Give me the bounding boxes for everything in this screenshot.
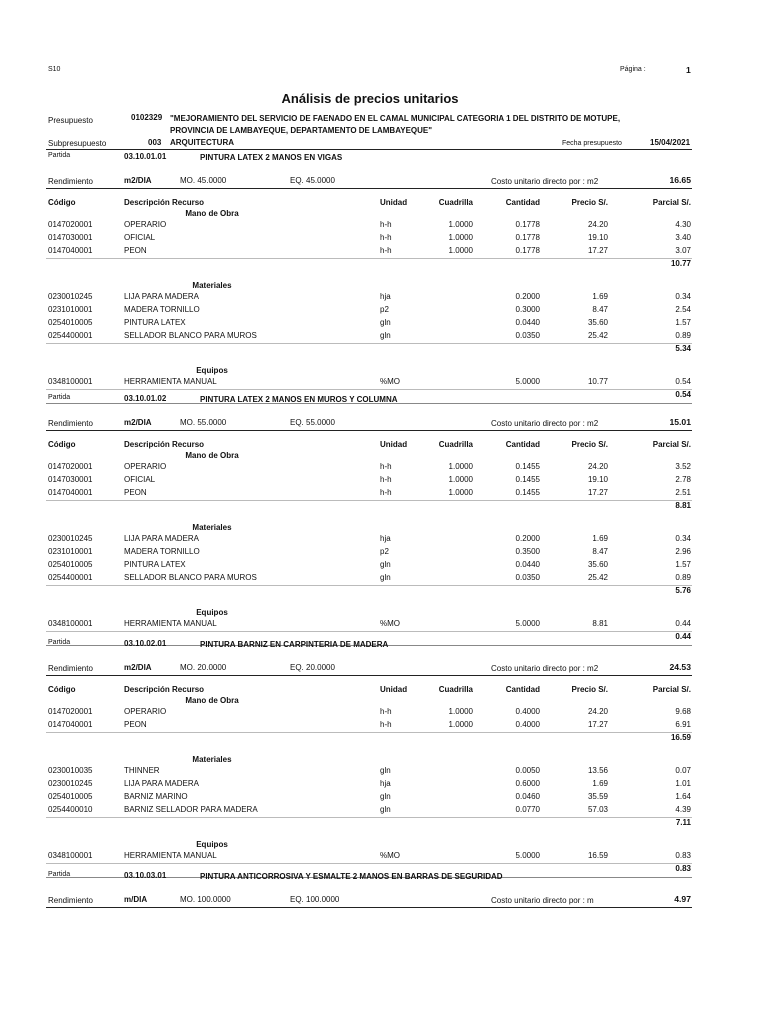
resource-precio: 16.59 <box>587 851 608 860</box>
resource-parcial: 0.83 <box>675 851 691 860</box>
resource-parcial: 2.96 <box>675 547 691 556</box>
costo-unitario-value: 16.65 <box>669 175 691 185</box>
resource-codigo: 0254400001 <box>48 573 93 582</box>
rendimiento-label: Rendimiento <box>48 177 93 186</box>
resource-group-subtotal: 10.77 <box>670 259 691 268</box>
resource-precio: 1.69 <box>592 534 608 543</box>
resource-desc: PINTURA LATEX <box>124 318 186 327</box>
resource-parcial: 2.54 <box>675 305 691 314</box>
resource-cantidad: 0.1778 <box>515 220 540 229</box>
fecha-presupuesto-value: 15/04/2021 <box>650 138 691 147</box>
subtotal-rule <box>46 585 692 586</box>
resource-cantidad: 0.0440 <box>515 560 540 569</box>
column-header-cantidad: Cantidad <box>505 685 540 694</box>
column-header-parcial: Parcial S/. <box>652 685 691 694</box>
resource-cuadrilla: 1.0000 <box>448 246 473 255</box>
column-header-cuadrilla: Cuadrilla <box>438 440 473 449</box>
partida-label: Partida <box>48 394 71 401</box>
resource-unidad: gln <box>380 560 391 569</box>
resource-parcial: 4.39 <box>675 805 691 814</box>
subpresupuesto-code: 003 <box>148 138 162 147</box>
resource-cantidad: 0.0440 <box>515 318 540 327</box>
resource-codigo: 0231010001 <box>48 305 93 314</box>
column-header-codigo: Código <box>48 685 76 694</box>
resource-cantidad: 0.6000 <box>515 779 540 788</box>
resource-unidad: %MO <box>380 377 400 386</box>
resource-precio: 13.56 <box>587 766 608 775</box>
column-header-unidad: Unidad <box>380 440 408 449</box>
subpresupuesto-name: ARQUITECTURA <box>170 138 234 147</box>
resource-codigo: 0230010245 <box>48 534 93 543</box>
resource-desc: BARNIZ SELLADOR PARA MADERA <box>124 805 258 814</box>
resource-cantidad: 0.1778 <box>515 246 540 255</box>
resource-codigo: 0254400010 <box>48 805 93 814</box>
resource-unidad: h-h <box>380 220 392 229</box>
resource-cantidad: 0.1455 <box>515 488 540 497</box>
resource-unidad: hja <box>380 534 391 543</box>
resource-parcial: 3.07 <box>675 246 691 255</box>
resource-desc: OFICIAL <box>124 475 156 484</box>
resource-group-subtotal: 5.34 <box>675 344 691 353</box>
rendimiento-label: Rendimiento <box>48 419 93 428</box>
resource-parcial: 3.52 <box>675 462 691 471</box>
resource-unidad: %MO <box>380 851 400 860</box>
column-header-precio: Precio S/. <box>571 198 608 207</box>
resource-group-label: Materiales <box>192 755 232 764</box>
column-header-cuadrilla: Cuadrilla <box>438 198 473 207</box>
presupuesto-description-line1: "MEJORAMIENTO DEL SERVICIO DE FAENADO EN EL CAMAL MUNICIPAL CATEGORIA 1 DEL DISTRITO DE MOTUPE, <box>170 114 621 123</box>
costo-unitario-label: Costo unitario directo por : m <box>491 896 594 905</box>
resource-group-subtotal: 5.76 <box>675 586 691 595</box>
resource-unidad: h-h <box>380 246 392 255</box>
rendimiento-label: Rendimiento <box>48 664 93 673</box>
partida-name: PINTURA LATEX 2 MANOS EN MUROS Y COLUMNA <box>200 395 398 404</box>
resource-codigo: 0231010001 <box>48 547 93 556</box>
resource-cantidad: 0.1455 <box>515 475 540 484</box>
presupuesto-label: Presupuesto <box>48 116 93 125</box>
resource-codigo: 0147040001 <box>48 246 93 255</box>
resource-cantidad: 5.0000 <box>515 619 540 628</box>
resource-desc: LIJA PARA MADERA <box>124 779 199 788</box>
equipo-rendimiento: EQ. 55.0000 <box>290 418 335 427</box>
partida-code: 03.10.03.01 <box>124 871 167 880</box>
column-header-unidad: Unidad <box>380 685 408 694</box>
costo-unitario-value: 4.97 <box>674 894 691 904</box>
subpresupuesto-label: Subpresupuesto <box>48 139 107 148</box>
partida-name: PINTURA LATEX 2 MANOS EN VIGAS <box>200 153 343 162</box>
resource-precio: 25.42 <box>587 573 608 582</box>
partida-name: PINTURA BARNIZ EN CARPINTERIA DE MADERA <box>200 640 389 649</box>
resource-codigo: 0147030001 <box>48 475 93 484</box>
column-header-descripcion: Descripción Recurso <box>124 685 205 694</box>
partida-label: Partida <box>48 152 71 159</box>
mano-obra-rendimiento: MO. 45.0000 <box>180 176 227 185</box>
resource-parcial: 2.78 <box>675 475 691 484</box>
resource-desc: MADERA TORNILLO <box>124 547 200 556</box>
resource-precio: 10.77 <box>587 377 608 386</box>
resource-unidad: h-h <box>380 720 392 729</box>
resource-desc: PEON <box>124 488 147 497</box>
resource-cantidad: 0.0770 <box>515 805 540 814</box>
partida-code: 03.10.01.02 <box>124 394 167 403</box>
resource-unidad: p2 <box>380 305 389 314</box>
resource-codigo: 0254400001 <box>48 331 93 340</box>
resource-cuadrilla: 1.0000 <box>448 720 473 729</box>
resource-desc: MADERA TORNILLO <box>124 305 200 314</box>
column-header-unidad: Unidad <box>380 198 408 207</box>
resource-group-subtotal: 8.81 <box>675 501 691 510</box>
resource-cuadrilla: 1.0000 <box>448 462 473 471</box>
partida-code: 03.10.02.01 <box>124 639 167 648</box>
resource-codigo: 0147030001 <box>48 233 93 242</box>
rendimiento-unit: m/DIA <box>124 895 148 904</box>
resource-cantidad: 0.0350 <box>515 331 540 340</box>
rendimiento-unit: m2/DIA <box>124 663 152 672</box>
rendimiento-divider <box>46 675 692 676</box>
resource-precio: 24.20 <box>587 707 608 716</box>
resource-unidad: h-h <box>380 488 392 497</box>
resource-precio: 1.69 <box>592 292 608 301</box>
resource-unidad: gln <box>380 766 391 775</box>
resource-cantidad: 0.4000 <box>515 720 540 729</box>
resource-unidad: %MO <box>380 619 400 628</box>
resource-precio: 35.60 <box>587 318 608 327</box>
subtotal-rule <box>46 732 692 733</box>
subtotal-rule <box>46 389 692 390</box>
resource-parcial: 2.51 <box>675 488 691 497</box>
partida-code: 03.10.01.01 <box>124 152 167 161</box>
subtotal-rule <box>46 258 692 259</box>
resource-desc: OPERARIO <box>124 220 167 229</box>
resource-group-label: Materiales <box>192 523 232 532</box>
resource-codigo: 0147020001 <box>48 462 93 471</box>
resource-unidad: gln <box>380 792 391 801</box>
costo-unitario-label: Costo unitario directo por : m2 <box>491 664 599 673</box>
resource-codigo: 0254010005 <box>48 792 93 801</box>
report-code: S10 <box>48 66 61 73</box>
column-header-precio: Precio S/. <box>571 440 608 449</box>
column-header-parcial: Parcial S/. <box>652 198 691 207</box>
resource-desc: LIJA PARA MADERA <box>124 534 199 543</box>
resource-group-subtotal: 16.59 <box>670 733 691 742</box>
mano-obra-rendimiento: MO. 55.0000 <box>180 418 227 427</box>
resource-group-label: Equipos <box>196 366 228 375</box>
partida-name: PINTURA ANTICORROSIVA Y ESMALTE 2 MANOS EN BARRAS DE SEGURIDAD <box>200 872 503 881</box>
partida-label: Partida <box>48 871 71 878</box>
resource-codigo: 0348100001 <box>48 377 93 386</box>
costo-unitario-value: 24.53 <box>669 662 691 672</box>
resource-cuadrilla: 1.0000 <box>448 475 473 484</box>
resource-desc: OPERARIO <box>124 707 167 716</box>
resource-parcial: 6.91 <box>675 720 691 729</box>
resource-cantidad: 0.2000 <box>515 534 540 543</box>
subtotal-rule <box>46 817 692 818</box>
resource-codigo: 0147040001 <box>48 720 93 729</box>
page-number: 1 <box>686 65 691 75</box>
resource-parcial: 0.07 <box>675 766 691 775</box>
resource-parcial: 0.44 <box>675 619 691 628</box>
fecha-presupuesto-label: Fecha presupuesto <box>562 140 622 147</box>
resource-desc: SELLADOR BLANCO PARA MUROS <box>124 573 257 582</box>
resource-unidad: p2 <box>380 547 389 556</box>
rendimiento-label: Rendimiento <box>48 896 93 905</box>
resource-desc: OPERARIO <box>124 462 167 471</box>
column-header-cantidad: Cantidad <box>505 198 540 207</box>
resource-desc: OFICIAL <box>124 233 156 242</box>
resource-unidad: gln <box>380 573 391 582</box>
resource-precio: 25.42 <box>587 331 608 340</box>
resource-cantidad: 0.1778 <box>515 233 540 242</box>
subtotal-rule <box>46 863 692 864</box>
resource-cuadrilla: 1.0000 <box>448 488 473 497</box>
resource-codigo: 0230010035 <box>48 766 93 775</box>
resource-cuadrilla: 1.0000 <box>448 233 473 242</box>
resource-codigo: 0348100001 <box>48 851 93 860</box>
resource-cantidad: 5.0000 <box>515 851 540 860</box>
resource-desc: THINNER <box>124 766 160 775</box>
column-header-parcial: Parcial S/. <box>652 440 691 449</box>
resource-precio: 1.69 <box>592 779 608 788</box>
costo-unitario-label: Costo unitario directo por : m2 <box>491 419 599 428</box>
rendimiento-divider <box>46 188 692 189</box>
column-header-cuadrilla: Cuadrilla <box>438 685 473 694</box>
column-header-codigo: Código <box>48 440 76 449</box>
resource-cantidad: 5.0000 <box>515 377 540 386</box>
resource-codigo: 0147020001 <box>48 707 93 716</box>
resource-parcial: 1.57 <box>675 318 691 327</box>
resource-group-subtotal: 0.44 <box>675 632 691 641</box>
resource-codigo: 0348100001 <box>48 619 93 628</box>
resource-parcial: 4.30 <box>675 220 691 229</box>
resource-unidad: h-h <box>380 233 392 242</box>
resource-unidad: h-h <box>380 462 392 471</box>
resource-cuadrilla: 1.0000 <box>448 220 473 229</box>
subtotal-rule <box>46 343 692 344</box>
costo-unitario-label: Costo unitario directo por : m2 <box>491 177 599 186</box>
rendimiento-unit: m2/DIA <box>124 176 152 185</box>
resource-cantidad: 0.0350 <box>515 573 540 582</box>
page-title: Análisis de precios unitarios <box>281 91 459 106</box>
resource-cantidad: 0.4000 <box>515 707 540 716</box>
resource-desc: SELLADOR BLANCO PARA MUROS <box>124 331 257 340</box>
equipo-rendimiento: EQ. 100.0000 <box>290 895 340 904</box>
resource-codigo: 0230010245 <box>48 292 93 301</box>
resource-group-label: Mano de Obra <box>185 209 239 218</box>
resource-parcial: 1.64 <box>675 792 691 801</box>
resource-desc: LIJA PARA MADERA <box>124 292 199 301</box>
column-header-precio: Precio S/. <box>571 685 608 694</box>
resource-parcial: 0.89 <box>675 573 691 582</box>
resource-cuadrilla: 1.0000 <box>448 707 473 716</box>
resource-parcial: 9.68 <box>675 707 691 716</box>
resource-group-label: Mano de Obra <box>185 696 239 705</box>
mano-obra-rendimiento: MO. 100.0000 <box>180 895 231 904</box>
presupuesto-code: 0102329 <box>131 113 163 122</box>
resource-precio: 17.27 <box>587 720 608 729</box>
equipo-rendimiento: EQ. 20.0000 <box>290 663 335 672</box>
resource-codigo: 0147040001 <box>48 488 93 497</box>
column-header-cantidad: Cantidad <box>505 440 540 449</box>
resource-group-subtotal: 0.83 <box>675 864 691 873</box>
column-header-descripcion: Descripción Recurso <box>124 440 205 449</box>
resource-desc: HERRAMIENTA MANUAL <box>124 377 217 386</box>
resource-group-label: Equipos <box>196 840 228 849</box>
presupuesto-description-line2: PROVINCIA DE LAMBAYEQUE, DEPARTAMENTO DE LAMBAYEQUE" <box>170 126 433 135</box>
resource-group-label: Materiales <box>192 281 232 290</box>
resource-cantidad: 0.0050 <box>515 766 540 775</box>
resource-precio: 19.10 <box>587 475 608 484</box>
resource-unidad: gln <box>380 331 391 340</box>
resource-codigo: 0254010005 <box>48 318 93 327</box>
resource-precio: 24.20 <box>587 220 608 229</box>
subtotal-rule <box>46 500 692 501</box>
resource-desc: PINTURA LATEX <box>124 560 186 569</box>
resource-codigo: 0230010245 <box>48 779 93 788</box>
resource-precio: 57.03 <box>587 805 608 814</box>
mano-obra-rendimiento: MO. 20.0000 <box>180 663 227 672</box>
resource-codigo: 0147020001 <box>48 220 93 229</box>
costo-unitario-value: 15.01 <box>669 417 691 427</box>
resource-unidad: h-h <box>380 707 392 716</box>
rendimiento-divider <box>46 430 692 431</box>
equipo-rendimiento: EQ. 45.0000 <box>290 176 335 185</box>
resource-desc: BARNIZ MARINO <box>124 792 188 801</box>
resource-codigo: 0254010005 <box>48 560 93 569</box>
resource-group-subtotal: 0.54 <box>675 390 691 399</box>
resource-group-subtotal: 7.11 <box>675 818 691 827</box>
resource-desc: PEON <box>124 246 147 255</box>
resource-cantidad: 0.3500 <box>515 547 540 556</box>
resource-precio: 24.20 <box>587 462 608 471</box>
resource-group-label: Equipos <box>196 608 228 617</box>
resource-parcial: 1.01 <box>675 779 691 788</box>
rendimiento-divider <box>46 907 692 908</box>
resource-cantidad: 0.3000 <box>515 305 540 314</box>
resource-parcial: 0.34 <box>675 534 691 543</box>
resource-cantidad: 0.2000 <box>515 292 540 301</box>
page-label: Página : <box>620 66 646 73</box>
resource-precio: 17.27 <box>587 488 608 497</box>
subtotal-rule <box>46 631 692 632</box>
resource-unidad: hja <box>380 292 391 301</box>
resource-unidad: hja <box>380 779 391 788</box>
resource-desc: HERRAMIENTA MANUAL <box>124 619 217 628</box>
resource-desc: PEON <box>124 720 147 729</box>
resource-precio: 8.47 <box>592 547 608 556</box>
resource-cantidad: 0.1455 <box>515 462 540 471</box>
column-header-descripcion: Descripción Recurso <box>124 198 205 207</box>
rendimiento-unit: m2/DIA <box>124 418 152 427</box>
resource-unidad: h-h <box>380 475 392 484</box>
resource-group-label: Mano de Obra <box>185 451 239 460</box>
resource-precio: 35.60 <box>587 560 608 569</box>
resource-unidad: gln <box>380 805 391 814</box>
resource-precio: 8.47 <box>592 305 608 314</box>
resource-precio: 8.81 <box>592 619 608 628</box>
resource-parcial: 0.89 <box>675 331 691 340</box>
resource-unidad: gln <box>380 318 391 327</box>
resource-parcial: 0.34 <box>675 292 691 301</box>
resource-parcial: 3.40 <box>675 233 691 242</box>
resource-desc: HERRAMIENTA MANUAL <box>124 851 217 860</box>
resource-precio: 35.59 <box>587 792 608 801</box>
column-header-codigo: Código <box>48 198 76 207</box>
resource-parcial: 0.54 <box>675 377 691 386</box>
resource-precio: 17.27 <box>587 246 608 255</box>
resource-precio: 19.10 <box>587 233 608 242</box>
resource-parcial: 1.57 <box>675 560 691 569</box>
resource-cantidad: 0.0460 <box>515 792 540 801</box>
partida-label: Partida <box>48 639 71 646</box>
